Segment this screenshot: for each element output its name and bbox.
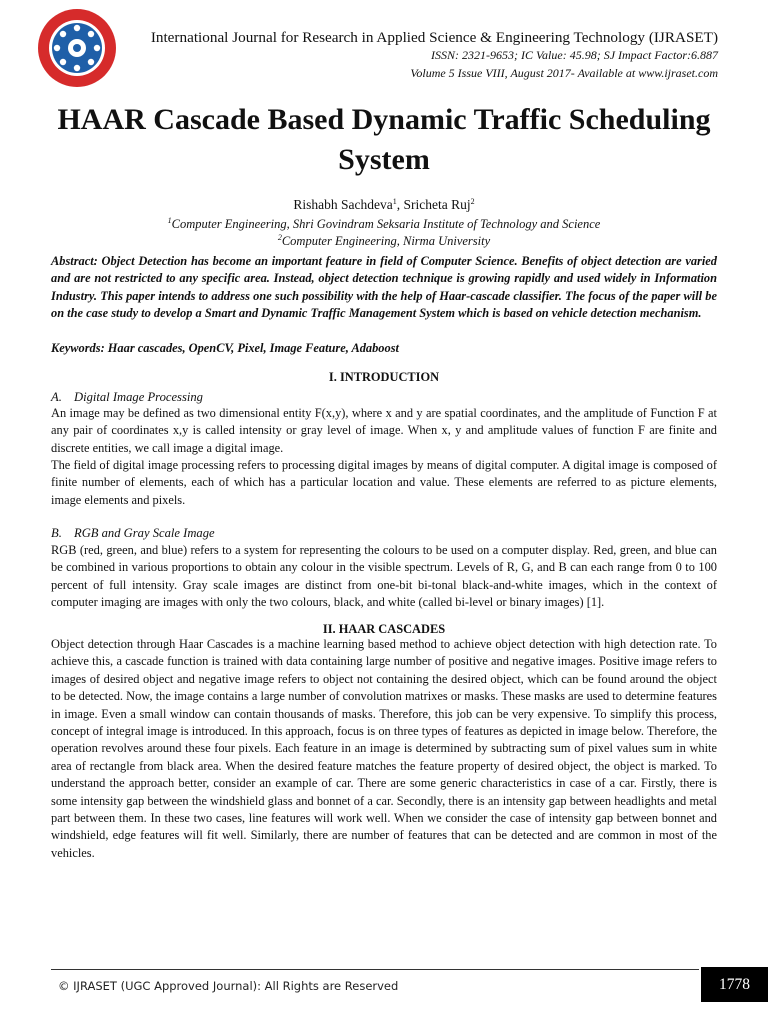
journal-title: International Journal for Research in Applied Science & Engineering Technology (IJRASET) xyxy=(150,29,718,46)
author-affiliation-mark: 2 xyxy=(470,197,475,206)
subsection-heading xyxy=(51,389,717,405)
affiliation-line xyxy=(30,217,738,232)
subsection-heading xyxy=(51,525,717,541)
affiliation-line xyxy=(30,234,738,249)
affiliation-mark: 2 xyxy=(277,233,282,242)
author-name: Sricheta Ruj xyxy=(403,197,471,212)
affiliation-text: Computer Engineering, Nirma University xyxy=(281,234,491,248)
subsection-number: B. xyxy=(51,526,62,540)
journal-issn-line: ISSN: 2321-9653; IC Value: 45.98; SJ Impact Factor:6.887 xyxy=(431,48,718,62)
affiliation-text: Computer Engineering, Shri Govindram Seksaria Institute of Technology and Science xyxy=(171,217,601,231)
subsection-title: Digital Image Processing xyxy=(74,390,203,404)
paragraph: RGB (red, green, and blue) refers to a system for representing the colours to be used on a computer display. Red, green, and blue can be combined in various proportions to obtain any colour in the visible spectrum. Levels of R, G, and B can each range from 0 to 100 percent of full intensity. Gray scale images are distinct from one-bit bi-tonal black-and-white images, which in the context of computer imaging are images with only the two colours, black, and white (called bi-level or binary images) [1]. xyxy=(51,543,717,610)
author-name: Rishabh Sachdeva xyxy=(293,197,393,212)
paragraph: An image may be defined as two dimensional entity F(x,y), where x and y are spatial coordinates, and the amplitude of Function F at any pair of coordinates x,y is called intensity or gray level of image. When x, y and amplitude values of function F are finite and discrete entities, we call image a digital image. xyxy=(51,406,717,455)
author-separator: , xyxy=(396,197,404,212)
footer-divider xyxy=(51,969,699,970)
paper-title-line-2: System xyxy=(338,143,430,176)
page-number: 1778 xyxy=(719,976,750,993)
section-heading-haar-cascades: II. HAAR CASCADES xyxy=(322,622,446,636)
author-line xyxy=(30,196,738,213)
section-heading-introduction: I. INTRODUCTION xyxy=(328,370,440,384)
affiliation-mark: 1 xyxy=(167,216,172,225)
subsection-number: A. xyxy=(51,390,62,404)
subsection-title: RGB and Gray Scale Image xyxy=(74,526,215,540)
page-number-box xyxy=(701,967,768,1002)
journal-volume-line: Volume 5 Issue VIII, August 2017- Available at www.ijraset.com xyxy=(410,66,718,80)
paragraph: The field of digital image processing refers to processing digital images by means of digital computer. A digital image is composed of finite number of elements, each of which has a particular location and value. These elements are referred to as picture elements, image elements and pixels. xyxy=(51,458,717,507)
footer-copyright: © IJRASET (UGC Approved Journal): All Rights are Reserved xyxy=(58,979,399,993)
abstract: Abstract: Object Detection has become an important feature in field of Computer Science. Benefits of object detection are varied and are not restricted to any specific area. Instead, object detection technique is growing rapidly and used widely in Information Industry. This paper intends to address one such possibility with the help of Haar-cascade classifier. The focus of the paper will be on the case study to develop a Smart and Dynamic Traffic Management System which is based on vehicle detection mechanism. xyxy=(51,254,717,321)
paragraph: Object detection through Haar Cascades is a machine learning based method to achieve object detection with high detection rate. To achieve this, a cascade function is trained with data containing large number of positive and negative images. Positive image refers to images of desired object and negative image refers to object not containing the desired object, which can be found around the object to be detected. Now, the image contains a large number of convolution matrixes or masks. These masks are used to determine features in image. Even a small window can contain thousands of masks. Therefore, this job can be very expensive. To simplify this process, concept of integral image is introduced. In this approach, focus is on three types of features as depicted in image below. Therefore, the operation revolves around these four pixels. Each feature in an image is determined by subtracting sum of pixel values sum in white area of rectangle from black area. When the desired feature matches the feature property of desired object, the object is marked. To understand the approach better, consider an example of car. There are some generic characteristics in case of a car. Firstly, there is some intensity gap between the windshield glass and bonnet of a car. Secondly, there is an intensity gap between headlights and metal part between them. In these two cases, line features will work well. When we consider the case of intensity gap between bonnet and windshield, edge features will fit well. Similarly, there are number of features that can be detected and are common in most of the vehicles. xyxy=(51,637,717,860)
journal-logo xyxy=(33,7,121,89)
paper-title-line-1: HAAR Cascade Based Dynamic Traffic Scheduling xyxy=(57,103,711,136)
keywords: Keywords: Haar cascades, OpenCV, Pixel, Image Feature, Adaboost xyxy=(51,341,399,355)
author-affiliation-mark: 1 xyxy=(392,197,397,206)
